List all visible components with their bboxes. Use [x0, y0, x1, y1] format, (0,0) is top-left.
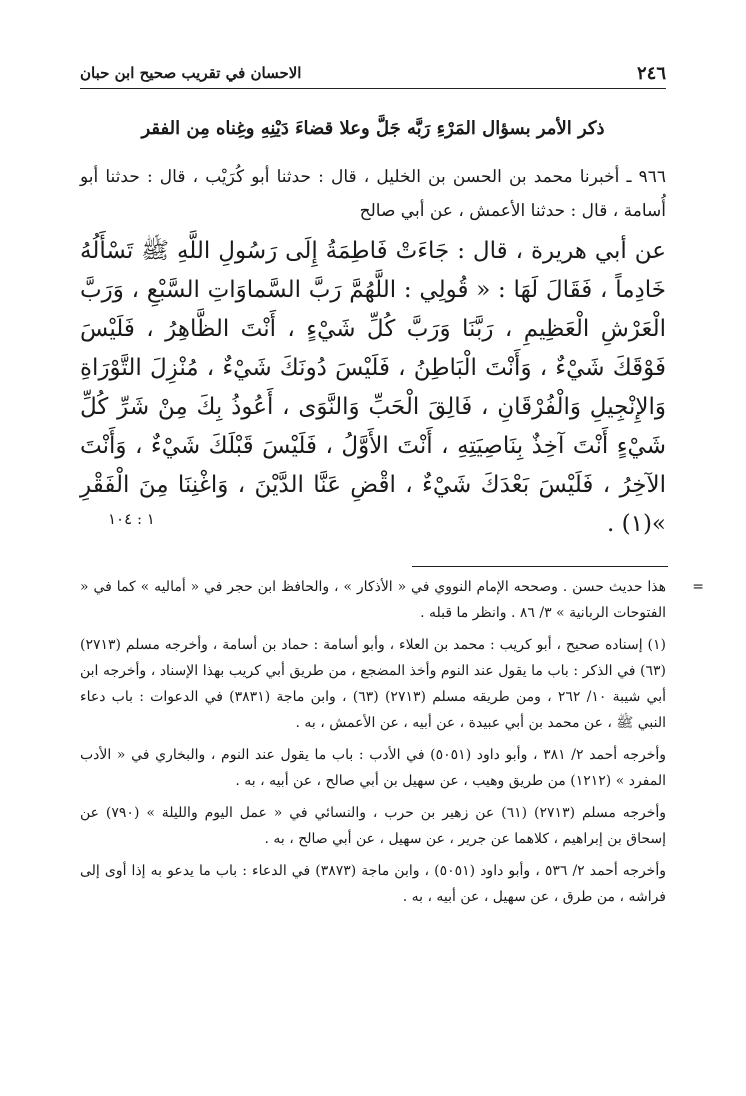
hadith-matn: عن أبي هريرة ، قال : جَاءَتْ فَاطِمَةُ إِلَى رَسُولِ اللَّهِ ﷺ تَسْأَلُهُ خَادِماً ، فَقَالَ لَهَا : « قُولِي : اللَّهُمَّ رَبَّ السَّماوَاتِ السَّبْعِ ، وَرَبَّ الْعَرْشِ الْعَظِيمِ ، رَبَّنَا وَرَبَّ كُلِّ شَيْءٍ ، أَنْتَ الظَّاهِرُ ، فَلَيْسَ فَوْقَكَ شَيْءٌ ، وَأَنْتَ الْبَاطِنُ ، فَلَيْسَ دُونَكَ شَيْءٌ ، مُنْزِلَ التَّوْرَاةِ وَالإِنْجِيلِ وَالْفُرْقَانِ ، فَالِقَ الْحَبِّ وَالنَّوَى ، أَعُوذُ بِكَ مِنْ شَرِّ كُلِّ شَيْءٍ أَنْتَ آخِذٌ بِنَاصِيَتِهِ ، أَنْتَ الأَوَّلُ ، فَلَيْسَ قَبْلَكَ شَيْءٌ ، وَأَنْتَ الآخِرُ ، فَلَيْسَ بَعْدَكَ شَيْءٌ ، اقْضِ عَنَّا الدَّيْنَ ، وَاغْنِنَا مِنَ الْفَقْرِ »(١) . [80, 238, 666, 537]
section-title: ذكر الأمر بسؤال المَرْءِ رَبَّه جَلَّ وعلا قضاءَ دَيْنِهِ وغِناه مِن الفقر [141, 118, 605, 139]
hadith-reference: ١ : ١٠٤ [108, 510, 155, 528]
footnote-1-paragraph: وأخرجه أحمد ٢/ ٣٨١ ، وأبو داود (٥٠٥١) في الأدب : باب ما يقول عند النوم ، والبخاري في « الأدب المفرد » (١٢١٢) من طريق وهيب ، عن سهيل بن أبي صالح ، عن أبيه ، به . [80, 747, 666, 789]
book-title: الاحسان في تقريب صحيح ابن حبان [80, 64, 302, 82]
footnote-1-paragraph: وأخرجه مسلم (٢٧١٣) (٦١) عن زهير بن حرب ، والنسائي في « عمل اليوم والليلة » (٧٩٠) عن إسحاق بن إبراهيم ، كلاهما عن جرير ، عن سهيل ، عن أبي صالح ، به . [80, 805, 667, 847]
footnote-continuation-text: هذا حديث حسن . وصححه الإمام النووي في « الأذكار » ، والحافظ ابن حجر في « أماليه » كما في « الفتوحات الربانية » ٣/ ٨٦ . وانظر ما قبله . [80, 579, 666, 621]
footnote-1-paragraph: وأخرجه أحمد ٢/ ٥٣٦ ، وأبو داود (٥٠٥١) ، وابن ماجة (٣٨٧٣) في الدعاء : باب ما يدعو به إذا أوى إلى فراشه ، من طرق ، عن سهيل ، عن أبيه ، به . [80, 863, 666, 905]
continuation-marker: = [692, 579, 704, 595]
footnote-continuation [80, 574, 704, 626]
footnotes [80, 574, 704, 916]
hadith-isnad: ٩٦٦ ـ أخبرنا محمد بن الحسن بن الخليل ، قال : حدثنا أبو كُرَيْب ، قال : حدثنا أبو أُسامة ، قال : حدثنا الأعمش ، عن أبي صالح [80, 167, 666, 221]
footnote-1-paragraph: (١) إسناده صحيح ، أبو كريب : محمد بن العلاء ، وأبو أسامة : حماد بن أسامة ، وأخرجه مسلم (٢٧١٣) (٦٣) في الذكر : باب ما يقول عند النوم وأخذ المضجع ، من طريق أبي كريب بهذا الإسناد ، وأخرجه ابن أبي شيبة ١٠/ ٢٦٢ ، ومن طريقه مسلم (٢٧١٣) (٦٣) ، وابن ماجة (٣٨٣١) في الدعوات : باب دعاء النبي ﷺ ، عن محمد بن أبي عبيدة ، عن أبيه ، عن الأعمش ، به . [80, 637, 667, 731]
running-header [80, 58, 666, 89]
page-number: ٢٤٦ [636, 62, 666, 84]
footnote-divider [412, 566, 668, 567]
